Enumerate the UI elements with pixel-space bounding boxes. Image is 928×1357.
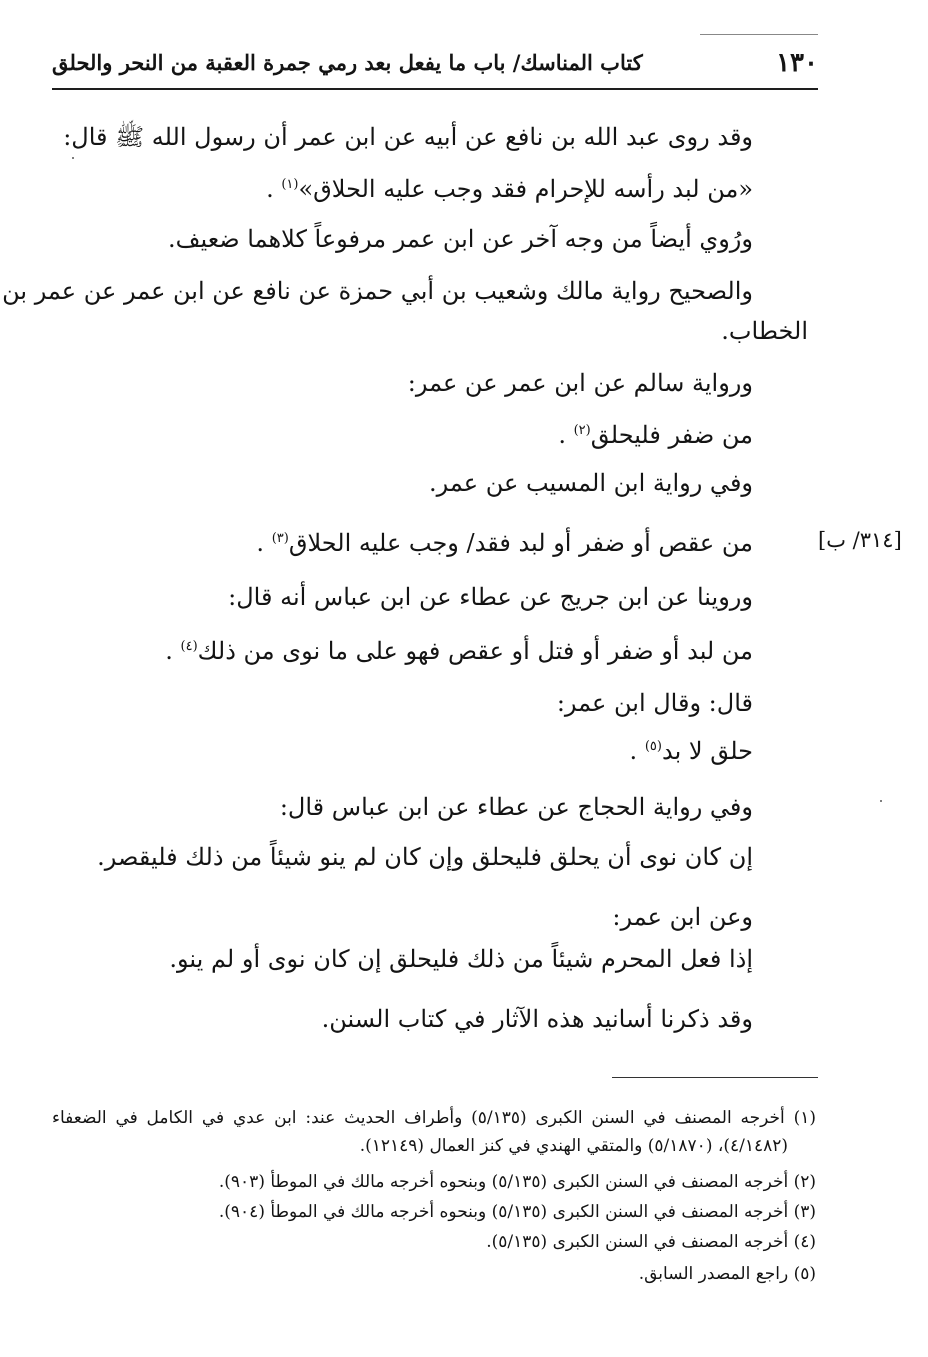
header-title: كتاب المناسك/ باب ما يفعل بعد رمي جمرة العقبة من النحر والحلق xyxy=(52,50,643,75)
text-line: الخطاب. xyxy=(721,317,808,345)
header-thin-rule xyxy=(700,34,818,35)
footnote: (٢) أخرجه المصنف في السنن الكبرى (٥/١٣٥) وبنحوه أخرجه مالك في الموطأ (٩٠٣). xyxy=(218,1172,816,1192)
text-line: من عقص أو ضفر أو لبد فقد/ وجب عليه الحلاق$^{(٣)}$ . xyxy=(256,529,753,557)
text-line: ورواية سالم عن ابن عمر عن عمر: xyxy=(407,369,753,397)
text-line: وروينا عن ابن جريج عن عطاء عن ابن عباس أنه قال: xyxy=(228,583,753,611)
footnote: (٤/١٤٨٢)، (٥/١٨٧٠) والمتقي الهندي في كنز العمال (١٢١٤٩). xyxy=(359,1136,788,1156)
scan-speck xyxy=(72,157,74,159)
text-line: من لبد أو ضفر أو فتل أو عقص فهو على ما نوى من ذلك$^{(٤)}$ . xyxy=(165,637,753,665)
running-header xyxy=(52,46,818,86)
text-line: «من لبد رأسه للإحرام فقد وجب عليه الحلاق»$^{(١)}$ . xyxy=(266,175,753,203)
footnote-ref: (٤) xyxy=(180,639,198,654)
text-line: من ضفر فليحلق$^{(٢)}$ . xyxy=(558,421,753,449)
text-line: إذا فعل المحرم شيئاً من ذلك فليحلق إن كان نوى أو لم ينو. xyxy=(169,945,753,973)
footnote-ref: (٢) xyxy=(573,423,591,438)
text-line: ورُوي أيضاً من وجه آخر عن ابن عمر مرفوعاً كلاهما ضعيف. xyxy=(168,225,753,253)
text-line: إن كان نوى أن يحلق فليحلق وإن كان لم ينو شيئاً من ذلك فليقصر. xyxy=(97,843,753,871)
text-line: حلق لا بد$^{(٥)}$ . xyxy=(629,737,753,765)
footnote: (٥) راجع المصدر السابق. xyxy=(638,1264,816,1284)
text-line: وفي رواية ابن المسيب عن عمر. xyxy=(429,469,753,497)
footnote: (٣) أخرجه المصنف في السنن الكبرى (٥/١٣٥) وبنحوه أخرجه مالك في الموطأ (٩٠٤). xyxy=(218,1202,816,1222)
text-line: وقد ذكرنا أسانيد هذه الآثار في كتاب السنن. xyxy=(321,1005,753,1033)
scan-speck xyxy=(880,800,882,802)
footnote-separator xyxy=(612,1077,818,1078)
footnote: (١) أخرجه المصنف في السنن الكبرى (٥/١٣٥) وأطراف الحديث عند: ابن عدي في الكامل في الضعفاء xyxy=(52,1108,816,1128)
footnote-ref: (٣) xyxy=(271,531,289,546)
text-line: قال: وقال ابن عمر: xyxy=(556,689,753,717)
header-rule xyxy=(52,88,818,90)
text-line: والصحيح رواية مالك وشعيب بن أبي حمزة عن نافع عن ابن عمر عن عمر بن xyxy=(2,277,753,305)
page-number: ١٣٠ xyxy=(776,48,818,78)
text-line: وقد روى عبد الله بن نافع عن أبيه عن ابن عمر أن رسول الله ﷺ قال: xyxy=(63,123,753,151)
footnote-ref: (٥) xyxy=(644,739,662,754)
text-line: وفي رواية الحجاج عن عطاء عن ابن عباس قال: xyxy=(279,793,753,821)
text-line: وعن ابن عمر: xyxy=(612,903,753,931)
footnote: (٤) أخرجه المصنف في السنن الكبرى (٥/١٣٥). xyxy=(486,1232,816,1252)
margin-folio-note: [٣١٤/ ب] xyxy=(818,528,902,552)
footnote-ref: (١) xyxy=(281,177,299,192)
